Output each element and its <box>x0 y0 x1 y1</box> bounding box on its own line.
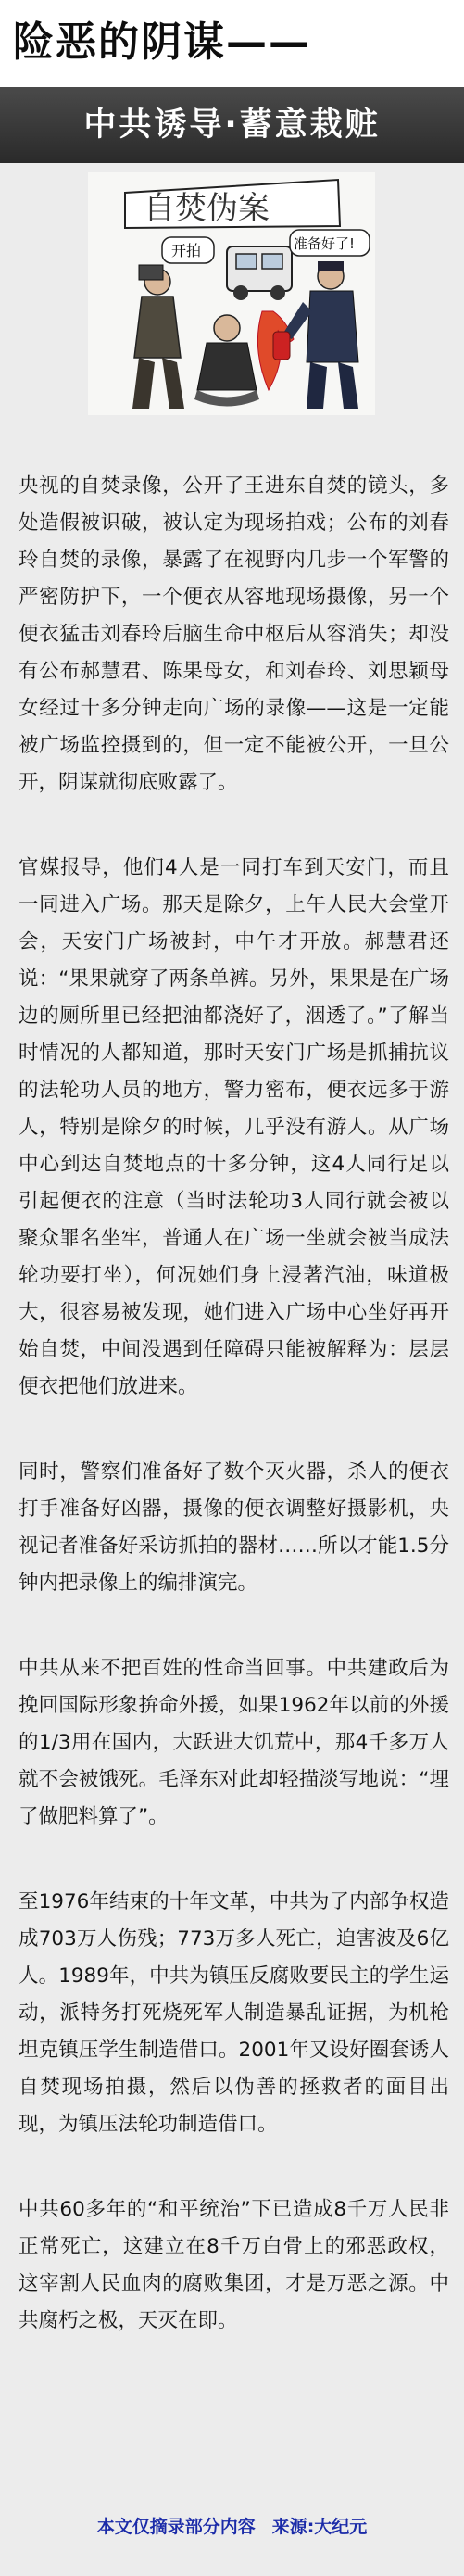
seated-figures <box>194 315 259 407</box>
paragraph-4: 中共从来不把百姓的性命当回事。中共建政后为挽回国际形象拚命外援，如果1962年以前的外援的1/3用在国内，大跃进大饥荒中，那4千多万人就不会被饿死。毛泽东对此却轻描淡写地说：“埋了做肥料算了”。 <box>19 1657 449 1828</box>
paragraph-3: 同时，警察们准备好了数个灭火器，杀人的便衣打手准备好凶器，摄像的便衣调整好摄影机，央视记者准备好采访抓拍的器材……所以才能1.5分钟内把录像上的编排演完。 <box>19 1460 449 1595</box>
fire-extinguisher-icon <box>273 332 290 360</box>
paragraph-6: 中共60多年的“和平统治”下已造成8千万人民非正常死亡，这建立在8千万白骨上的邪恶政权，这宰割人民血肉的腐败集团，才是万恶之源。中共腐朽之极，天灭在即。 <box>19 2198 449 2332</box>
cartoon-drawing <box>88 172 375 415</box>
article-body <box>19 468 449 2388</box>
label-ready: 准备好了! <box>294 235 356 252</box>
title-bar <box>0 0 464 87</box>
speech-bubble-open <box>162 237 214 263</box>
footer-note: 本文仅摘录部分内容 <box>96 2517 256 2537</box>
footer-source-note <box>0 2513 464 2538</box>
paragraph-5: 至1976年结束的十年文革，中共为了内部争权造成703万人伤残；773万多人死亡，迫害波及6亿人。1989年，中共为镇压反腐败要民主的学生运动，派特务打死烧死军人制造暴乱证据，为机枪坦克镇压学生制造借口。2001年又设好圈套诱人自焚现场拍摄，然后以伪善的拯救者的面目出现，为镇压法轮功制造借口。 <box>19 1890 449 2136</box>
banner-text: 自焚伪案 <box>144 190 270 227</box>
paragraph-1: 央视的自焚录像，公开了王进东自焚的镜头，多处造假被识破，被认定为现场拍戏；公布的刘春玲自焚的录像，暴露了在视野内几步一个军警的严密防护下，一个便衣从容地现场摄像，另一个便衣猛击刘春玲后脑生命中枢后从容消失；却没有公布郝慧君、陈果母女，和刘春玲、刘思颖母女经过十多分钟走向广场的录像——这是一定能被广场监控摄到的，但一定不能被公开，一旦公开，阴谋就彻底败露了。 <box>19 474 449 794</box>
cameraman-figure <box>132 265 184 409</box>
footer-source: 来源:大纪元 <box>271 2517 368 2537</box>
label-open: 开拍 <box>171 242 202 259</box>
paragraph-2: 官媒报导，他们4人是一同打车到天安门，而且一同进入广场。那天是除夕，上午人民大会堂开会，天安门广场被封，中午才开放。郝慧君还说：“果果就穿了两条单裤。另外，果果是在广场边的厕所里已经把油都浇好了，洇透了。”了解当时情况的人都知道，那时天安门广场是抓捕抗议的法轮功人员的地方，警力密布，便衣远多于游人，特别是除夕的时候，几乎没有游人。从广场中心到达自焚地点的十多分钟，这4人同行足以引起便衣的注意（当时法轮功3人同行就会被以聚众罪名坐牢，普通人在广场一坐就会被当成法轮功要打坐），何况她们身上浸著汽油，味道极大，很容易被发现，她们进入广场中心坐好再开始自焚，中间没遇到任障碍只能被解释为：层层便衣把他们放进来。 <box>19 856 449 1398</box>
page-title: 险恶的阴谋—— <box>13 19 311 66</box>
subtitle-band <box>0 87 464 163</box>
van-drawing <box>227 246 292 300</box>
speech-bubble-ready <box>290 230 370 256</box>
page-subtitle: 中共诱导·蓄意栽赃 <box>83 107 381 144</box>
illustration-self-immolation-hoax <box>88 172 375 415</box>
